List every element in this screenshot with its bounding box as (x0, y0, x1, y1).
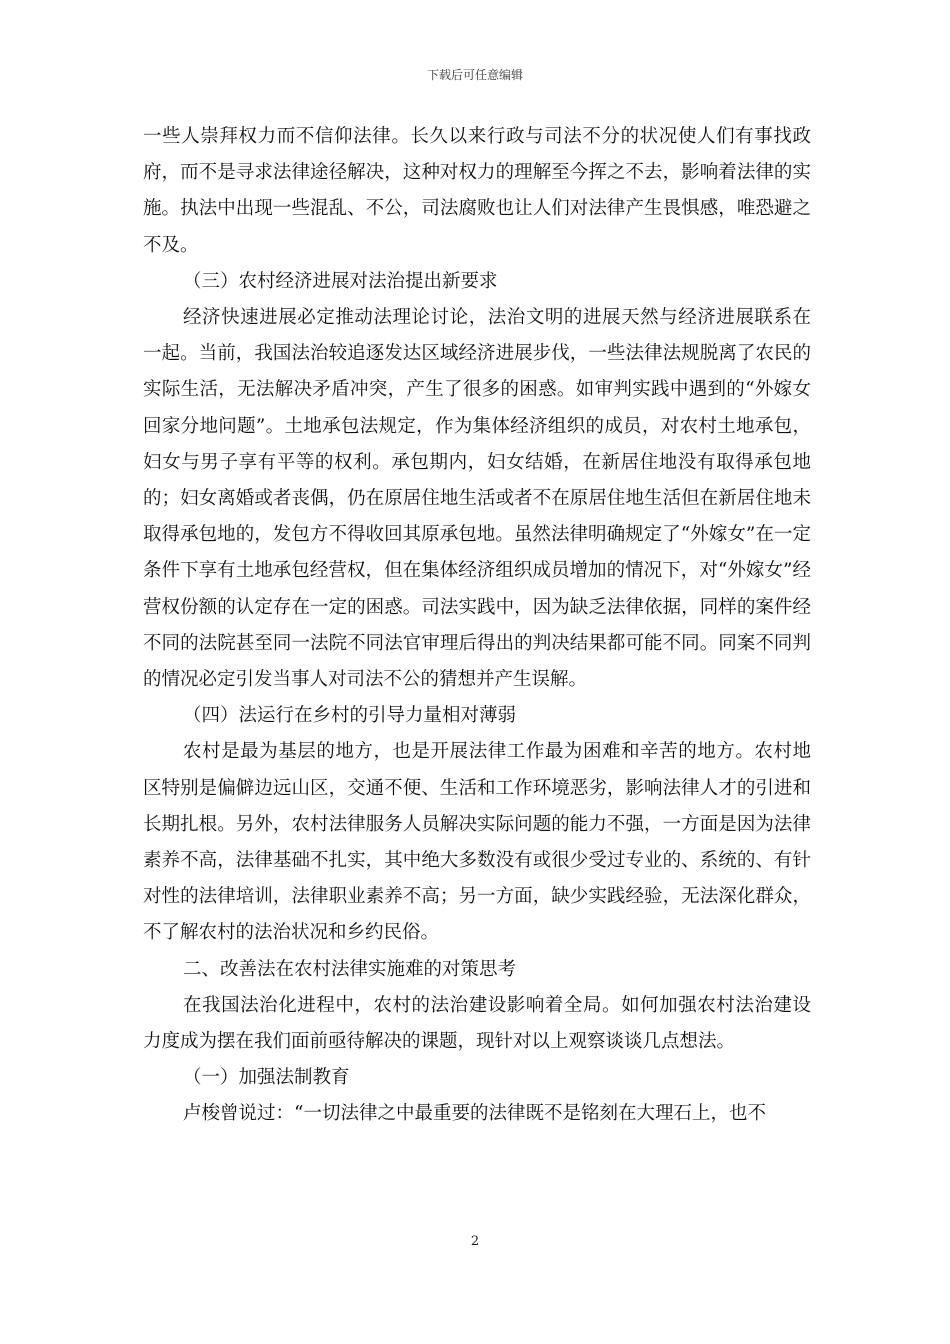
paragraph: 卢梭曾说过：“一切法律之中最重要的法律既不是铭刻在大理石上，也不 (183, 1103, 766, 1125)
paragraph: 在我国法治化进程中，农村的法治建设影响着全局。如何加强农村法治建设力度成为摆在我们面前亟待解决的课题，现针对以上观察谈谈几点想法。 (143, 994, 811, 1053)
page-number: 2 (470, 1234, 480, 1249)
paragraph: 农村是最为基层的地方，也是开展法律工作最为困难和辛苦的地方。农村地区特别是偏僻边远山区，交通不便、生活和工作环境恶劣，影响法律人才的引进和长期扎根。另外，农村法律服务人员解决实际问题的能力不强，一方面是因为法律素养不高，法律基础不扎实，其中绝大多数没有或很少受过专业的、系统的、有针对性的法律培训，法律职业素养不高；另一方面，缺少实践经验，无法深化群众，不了解农村的法治状况和乡约民俗。 (143, 741, 811, 944)
chapter-heading-2: 二、改善法在农村法律实施难的对策思考 (183, 958, 517, 980)
section-heading-3: （三）农村经济进展对法治提出新要求 (183, 270, 498, 292)
paragraph: 经济快速进展必定推动法理论讨论，法治文明的进展天然与经济进展联系在一起。当前，我国法治较追逐发达区域经济进展步伐，一些法律法规脱离了农民的实际生活，无法解决矛盾冲突，产生了很多的困惑。如审判实践中遇到的“外嫁女回家分地问题”。土地承包法规定，作为集体经济组织的成员，对农村土地承包，妇女与男子享有平等的权利。承包期内，妇女结婚，在新居住地没有取得承包地的；妇女离婚或者丧偶，仍在原居住地生活或者不在原居住地生活但在新居住地未取得承包地的，发包方不得收回其原承包地。虽然法律明确规定了“外嫁女”在一定条件下享有土地承包经营权，但在集体经济组织成员增加的情况下，对“外嫁女”经营权份额的认定存在一定的困惑。司法实践中，因为缺乏法律依据，同样的案件经不同的法院甚至同一法院不同法官审理后得出的判决结果都可能不同。同案不同判的情况必定引发当事人对司法不公的猜想并产生误解。 (143, 307, 811, 691)
paragraph-continued: 一些人崇拜权力而不信仰法律。长久以来行政与司法不分的状况使人们有事找政府，而不是寻求法律途径解决，这种对权力的理解至今挥之不去，影响着法律的实施。执法中出现一些混乱、不公，司法腐败也让人们对法律产生畏惧感，唯恐避之不及。 (143, 126, 811, 256)
section-heading-1: （一）加强法制教育 (183, 1067, 350, 1089)
page-header: 下载后可任意编辑 (426, 68, 523, 82)
document-body (143, 119, 811, 1133)
section-heading-4: （四）法运行在乡村的引导力量相对薄弱 (183, 705, 517, 727)
